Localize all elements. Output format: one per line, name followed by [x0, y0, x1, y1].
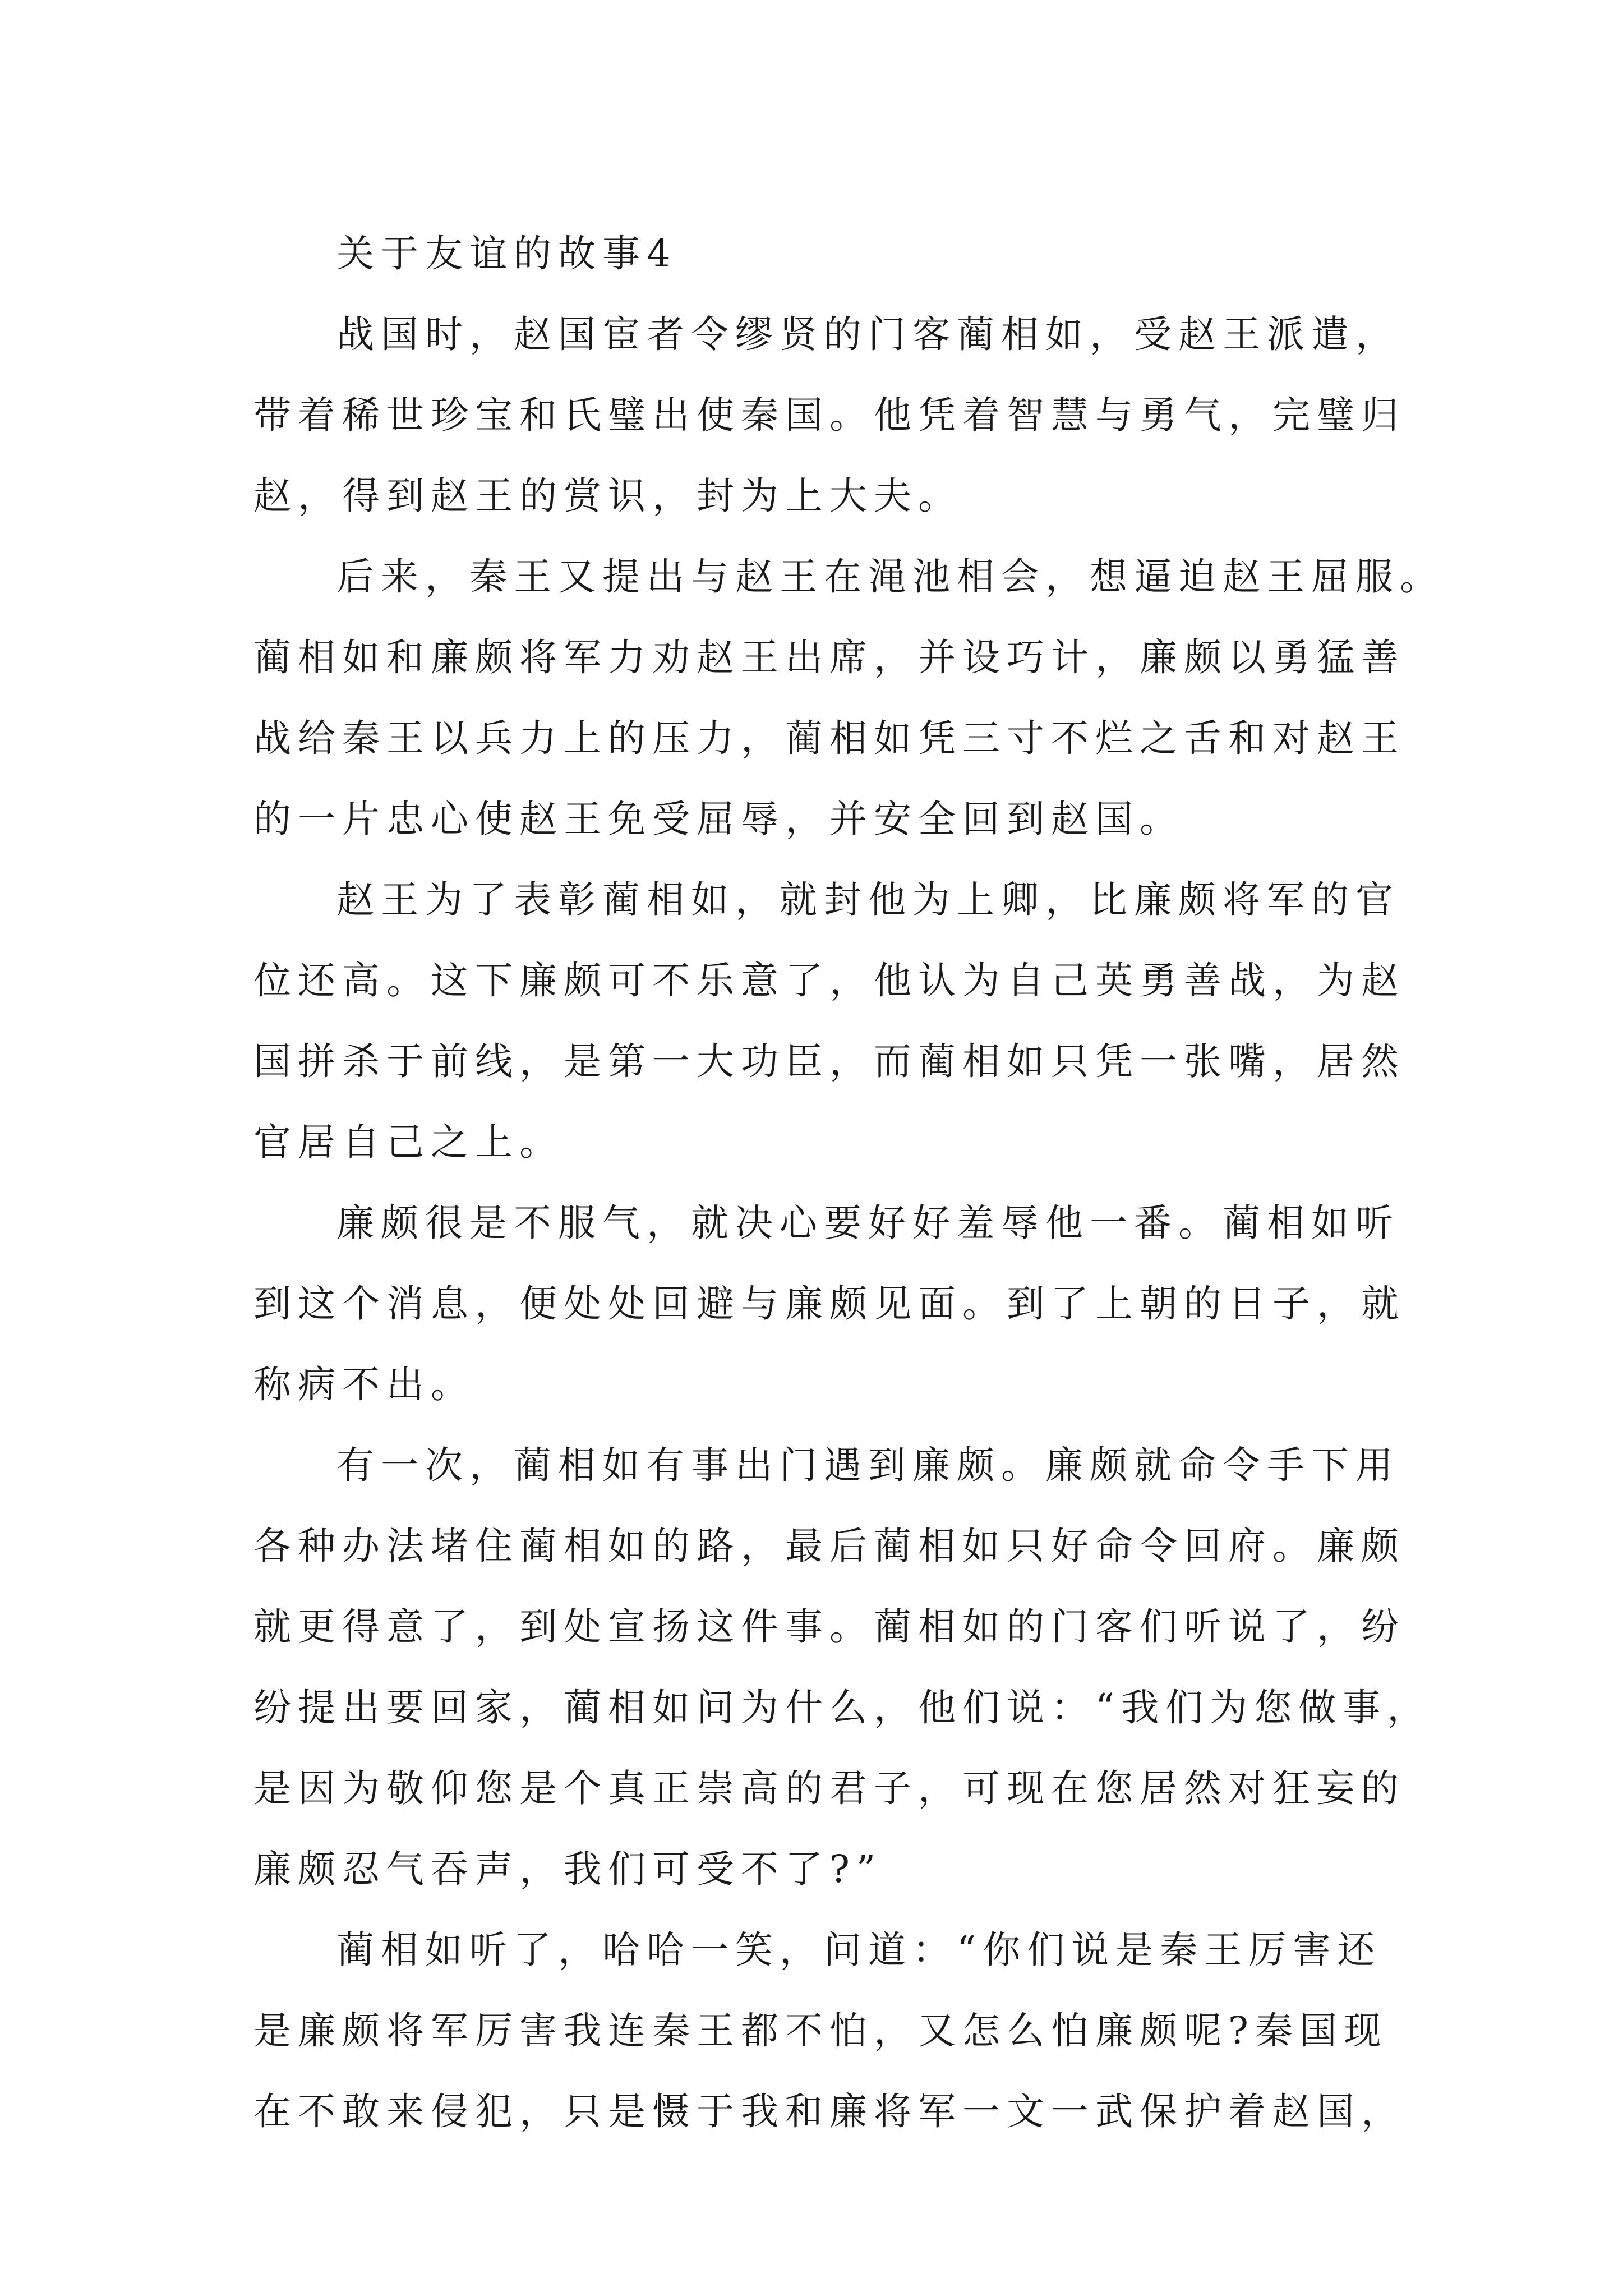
text-line: 国拼杀于前线，是第一大功臣，而蔺相如只凭一张嘴，居然 [253, 1039, 1405, 1083]
text-line: 蔺相如和廉颇将军力劝赵王出席，并设巧计，廉颇以勇猛善 [253, 636, 1405, 679]
text-line: 廉颇很是不服气，就决心要好好羞辱他一番。蔺相如听 [336, 1201, 1400, 1245]
story-text [253, 213, 1444, 2152]
text-line: 是廉颇将军厉害我连秦王都不怕，又怎么怕廉颇呢?秦国现 [253, 2009, 1388, 2053]
text-line: 称病不出。 [253, 1363, 475, 1406]
text-line: 是因为敬仰您是个真正崇高的君子，可现在您居然对狂妄的 [253, 1766, 1405, 1810]
story-title: 关于友谊的故事4 [336, 232, 677, 275]
text-line: 各种办法堵住蔺相如的路，最后蔺相如只好命令回府。廉颇 [253, 1524, 1405, 1568]
text-line: 有一次，蔺相如有事出门遇到廉颇。廉颇就命令手下用 [336, 1443, 1400, 1487]
text-line: 位还高。这下廉颇可不乐意了，他认为自己英勇善战，为赵 [253, 959, 1405, 1002]
text-line: 赵王为了表彰蔺相如，就封他为上卿，比廉颇将军的官 [336, 878, 1400, 922]
text-line: 到这个消息，便处处回避与廉颇见面。到了上朝的日子，就 [253, 1282, 1405, 1326]
text-line: 纷提出要回家，蔺相如问为什么，他们说：“我们为您做事， [253, 1686, 1432, 1729]
text-line: 战国时，赵国宦者令缪贤的门客蔺相如，受赵王派遣， [336, 312, 1400, 356]
text-line: 廉颇忍气吞声，我们可受不了?” [253, 1847, 883, 1891]
text-line: 后来，秦王又提出与赵王在渑池相会，想逼迫赵王屈服。 [336, 555, 1444, 599]
text-line: 在不敢来侵犯，只是慑于我和廉将军一文一武保护着赵国， [253, 2090, 1405, 2133]
text-line: 赵，得到赵王的赏识，封为上大夫。 [253, 474, 962, 518]
text-line: 蔺相如听了，哈哈一笑，问道：“你们说是秦王厉害还 [336, 1928, 1382, 1972]
text-line: 的一片忠心使赵王免受屈辱，并安全回到赵国。 [253, 797, 1184, 841]
text-line: 带着稀世珍宝和氏璧出使秦国。他凭着智慧与勇气，完璧归 [253, 393, 1405, 437]
text-line: 就更得意了，到处宣扬这件事。蔺相如的门客们听说了，纷 [253, 1605, 1405, 1649]
text-line: 官居自己之上。 [253, 1120, 564, 1164]
text-line: 战给秦王以兵力上的压力，蔺相如凭三寸不烂之舌和对赵王 [253, 716, 1405, 760]
